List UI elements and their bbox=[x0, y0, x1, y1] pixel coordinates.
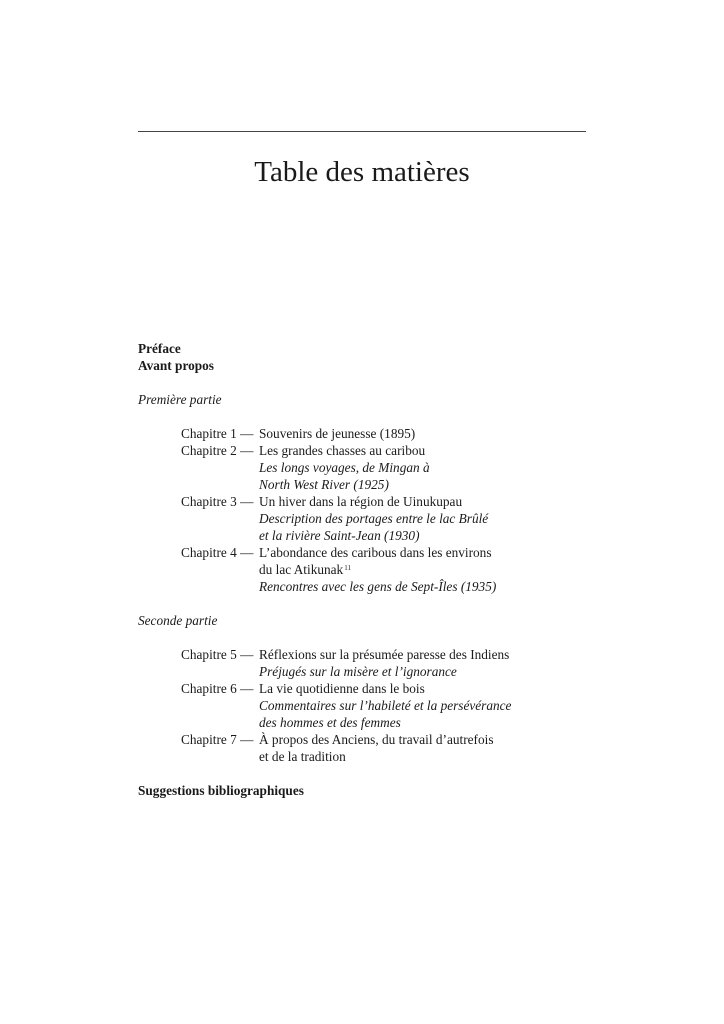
chapter-label: Chapitre 7 — bbox=[181, 732, 254, 747]
chapter-subtitle: Description des portages entre le lac Brûlé bbox=[259, 511, 489, 526]
chapter-label: Chapitre 2 — bbox=[181, 443, 254, 458]
footnote-marker[interactable]: 11 bbox=[344, 564, 351, 572]
toc-chapter-7[interactable] bbox=[138, 731, 586, 748]
part-heading-2: Seconde partie bbox=[138, 613, 218, 628]
chapter-title-continued: du lac Atikunak$^{11}$ bbox=[259, 562, 351, 577]
chapter-title: Un hiver dans la région de Uinukupau bbox=[259, 494, 463, 509]
chapter-title: L’abondance des caribous dans les environs bbox=[259, 545, 492, 560]
chapter-label: Chapitre 3 — bbox=[181, 494, 254, 509]
chapter-label: Chapitre 5 — bbox=[181, 647, 254, 662]
toc-chapter-4[interactable] bbox=[138, 544, 586, 561]
chapter-label: Chapitre 4 — bbox=[181, 545, 254, 560]
page-title: Table des matières bbox=[254, 156, 470, 188]
chapter-subtitle: Préjugés sur la misère et l’ignorance bbox=[259, 664, 457, 679]
table-of-contents bbox=[138, 340, 586, 799]
chapter-subtitle: et la rivière Saint-Jean (1930) bbox=[259, 528, 420, 543]
toc-avant-propos[interactable]: Avant propos bbox=[138, 358, 214, 373]
toc-preface[interactable]: Préface bbox=[138, 341, 181, 356]
chapter-subtitle: Commentaires sur l’habileté et la persévérance bbox=[259, 698, 512, 713]
chapter-title: À propos des Anciens, du travail d’autrefois bbox=[259, 732, 494, 747]
toc-chapter-2[interactable] bbox=[138, 442, 586, 459]
chapter-subtitle: Les longs voyages, de Mingan à bbox=[259, 460, 430, 475]
part-heading-1: Première partie bbox=[138, 392, 222, 407]
chapter-title-continued: et de la tradition bbox=[259, 749, 346, 764]
toc-chapter-6[interactable] bbox=[138, 680, 586, 697]
chapter-label: Chapitre 1 — bbox=[181, 426, 254, 441]
toc-chapter-1[interactable] bbox=[138, 425, 586, 442]
toc-chapter-3[interactable] bbox=[138, 493, 586, 510]
chapter-title: Réflexions sur la présumée paresse des Indiens bbox=[259, 647, 510, 662]
toc-chapter-5[interactable] bbox=[138, 646, 586, 663]
chapter-title: La vie quotidienne dans le bois bbox=[259, 681, 425, 696]
chapter-title: Les grandes chasses au caribou bbox=[259, 443, 426, 458]
chapter-subtitle: North West River (1925) bbox=[259, 477, 389, 492]
chapter-subtitle: Rencontres avec les gens de Sept-Îles (1935) bbox=[259, 579, 497, 594]
chapter-label: Chapitre 6 — bbox=[181, 681, 254, 696]
top-rule bbox=[138, 131, 586, 132]
chapter-subtitle: des hommes et des femmes bbox=[259, 715, 401, 730]
chapter-title: Souvenirs de jeunesse (1895) bbox=[259, 426, 416, 441]
toc-bibliography[interactable]: Suggestions bibliographiques bbox=[138, 783, 304, 798]
